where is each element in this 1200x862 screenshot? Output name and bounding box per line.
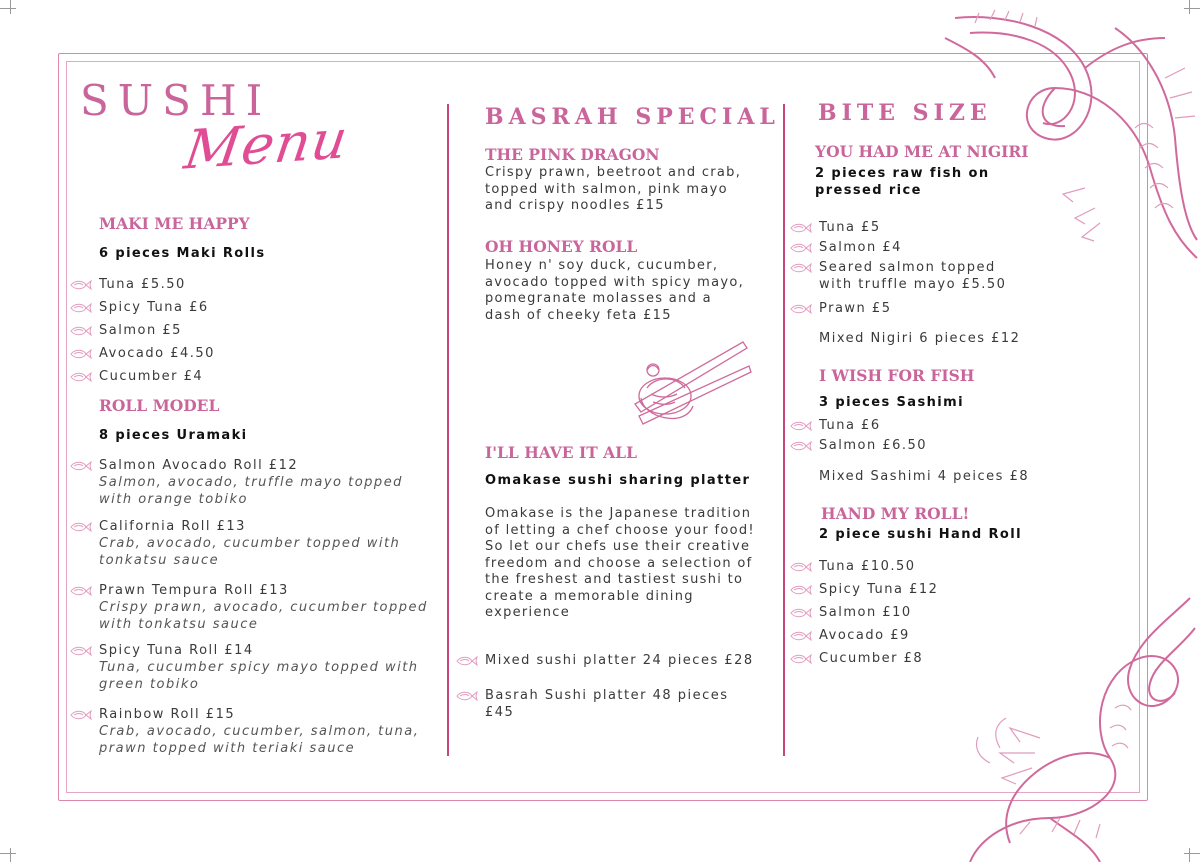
section-subtitle-hand-roll: 2 piece sushi Hand Roll — [819, 527, 1022, 542]
fish-bullet-icon — [790, 421, 812, 431]
crop-mark — [10, 0, 11, 14]
section-subtitle-nigiri: 2 pieces raw fish on pressed rice — [815, 166, 990, 198]
menu-item: Tuna £5 — [819, 220, 881, 235]
fish-bullet-icon — [790, 263, 812, 273]
column-divider — [447, 104, 449, 756]
item-description: Tuna, cucumber spicy mayo topped with green tobiko — [99, 660, 419, 692]
special-desc-honey-roll: Honey n' soy duck, cucumber, avocado topped with spicy mayo, pomegranate molasses and a dash of cheeky feta £15 — [485, 258, 745, 323]
menu-item: Avocado £9 — [819, 628, 910, 643]
fish-bullet-icon — [790, 441, 812, 451]
crop-mark — [10, 848, 11, 862]
special-title-platter: I'LL HAVE IT ALL — [485, 443, 637, 462]
crop-mark — [0, 8, 16, 9]
fish-bullet-icon — [70, 522, 92, 532]
section-title-maki: MAKI ME HAPPY — [99, 214, 250, 233]
mixed-nigiri: Mixed Nigiri 6 pieces £12 — [819, 331, 1021, 346]
menu-item: California Roll £13 Crab, avocado, cucumber topped with tonkatsu sauce — [99, 518, 429, 569]
menu-item: Salmon £5 — [99, 323, 182, 338]
crop-mark — [0, 853, 16, 854]
section-subtitle-roll: 8 pieces Uramaki — [99, 428, 248, 443]
section-title-hand-roll: HAND MY ROLL! — [821, 504, 970, 523]
fish-bullet-icon — [70, 372, 92, 382]
item-description: Salmon, avocado, truffle mayo topped with orange tobiko — [99, 475, 403, 507]
item-description: Crab, avocado, cucumber, salmon, tuna, prawn topped with teriaki sauce — [99, 724, 420, 756]
column-divider — [783, 104, 785, 756]
menu-script-title: Menu — [180, 107, 353, 182]
menu-item: Prawn Tempura Roll £13 Crispy prawn, avocado, cucumber topped with tonkatsu sauce — [99, 583, 428, 632]
menu-item: Spicy Tuna Roll £14 Tuna, cucumber spicy mayo topped with green tobiko — [99, 642, 429, 693]
section-subtitle-sashimi: 3 pieces Sashimi — [819, 395, 964, 410]
fish-bullet-icon — [790, 223, 812, 233]
fish-bullet-icon — [70, 280, 92, 290]
fish-bullet-icon — [70, 349, 92, 359]
menu-item: Salmon £10 — [819, 605, 912, 620]
fish-bullet-icon — [790, 608, 812, 618]
mixed-sashimi: Mixed Sashimi 4 peices £8 — [819, 469, 1030, 484]
special-title-pink-dragon: THE PINK DRAGON — [485, 145, 660, 164]
menu-item: Basrah Sushi platter 48 pieces £45 — [485, 688, 729, 720]
fish-bullet-icon — [790, 562, 812, 572]
fish-bullet-icon — [70, 586, 92, 596]
column-heading-bite-size: BITE SIZE — [818, 100, 992, 126]
menu-item: Tuna £10.50 — [819, 559, 916, 574]
item-description: Crab, avocado, cucumber topped with tonkatsu sauce — [99, 536, 401, 568]
special-desc-pink-dragon: Crispy prawn, beetroot and crab, topped with salmon, pink mayo and crispy noodles £15 — [485, 165, 742, 213]
section-title-nigiri: YOU HAD ME AT NIGIRI — [815, 142, 1029, 161]
platter-description: Omakase is the Japanese tradition of letting a chef choose your food! So let our chefs use their creative freedom and choose a selection of the freshest and tastiest sushi to create a memorable dining experience — [485, 506, 755, 620]
fish-bullet-icon — [456, 656, 478, 666]
fish-bullet-icon — [790, 654, 812, 664]
menu-item: Spicy Tuna £12 — [819, 582, 939, 597]
fish-bullet-icon — [70, 461, 92, 471]
fish-bullet-icon — [456, 691, 478, 701]
fish-bullet-icon — [790, 243, 812, 253]
menu-item: Mixed sushi platter 24 pieces £28 — [485, 653, 754, 668]
fish-bullet-icon — [70, 710, 92, 720]
section-title-sashimi: I WISH FOR FISH — [819, 366, 975, 385]
menu-item: Cucumber £8 — [819, 651, 924, 666]
section-title-roll: ROLL MODEL — [99, 396, 220, 415]
platter-subtitle: Omakase sushi sharing platter — [485, 473, 751, 488]
section-subtitle-maki: 6 pieces Maki Rolls — [99, 246, 266, 261]
menu-item: Salmon Avocado Roll £12 Salmon, avocado, truffle mayo topped with orange tobiko — [99, 457, 429, 508]
menu-item: Salmon £4 — [819, 240, 902, 255]
menu-title: SUSHI — [80, 76, 272, 125]
menu-item: Spicy Tuna £6 — [99, 300, 209, 315]
menu-item: Tuna £5.50 — [99, 277, 186, 292]
menu-item: Prawn £5 — [819, 301, 892, 316]
fish-bullet-icon — [790, 304, 812, 314]
column-heading-basrah: BASRAH SPECIAL — [485, 104, 780, 130]
menu-item: Salmon £6.50 — [819, 438, 928, 453]
menu-item: Avocado £4.50 — [99, 346, 215, 361]
fish-bullet-icon — [70, 326, 92, 336]
fish-bullet-icon — [790, 631, 812, 641]
item-description: Crispy prawn, avocado, cucumber topped with tonkatsu sauce — [99, 600, 428, 632]
fish-bullet-icon — [70, 646, 92, 656]
menu-item: Tuna £6 — [819, 418, 881, 433]
menu-item: Rainbow Roll £15 Crab, avocado, cucumber, salmon, tuna, prawn topped with teriaki sauce — [99, 706, 437, 757]
special-title-honey-roll: OH HONEY ROLL — [485, 237, 638, 256]
menu-item: Seared salmon topped with truffle mayo £5.50 — [819, 260, 1007, 292]
fish-bullet-icon — [70, 303, 92, 313]
fish-bullet-icon — [790, 585, 812, 595]
sushi-chopsticks-icon — [625, 336, 755, 436]
menu-item: Cucumber £4 — [99, 369, 204, 384]
